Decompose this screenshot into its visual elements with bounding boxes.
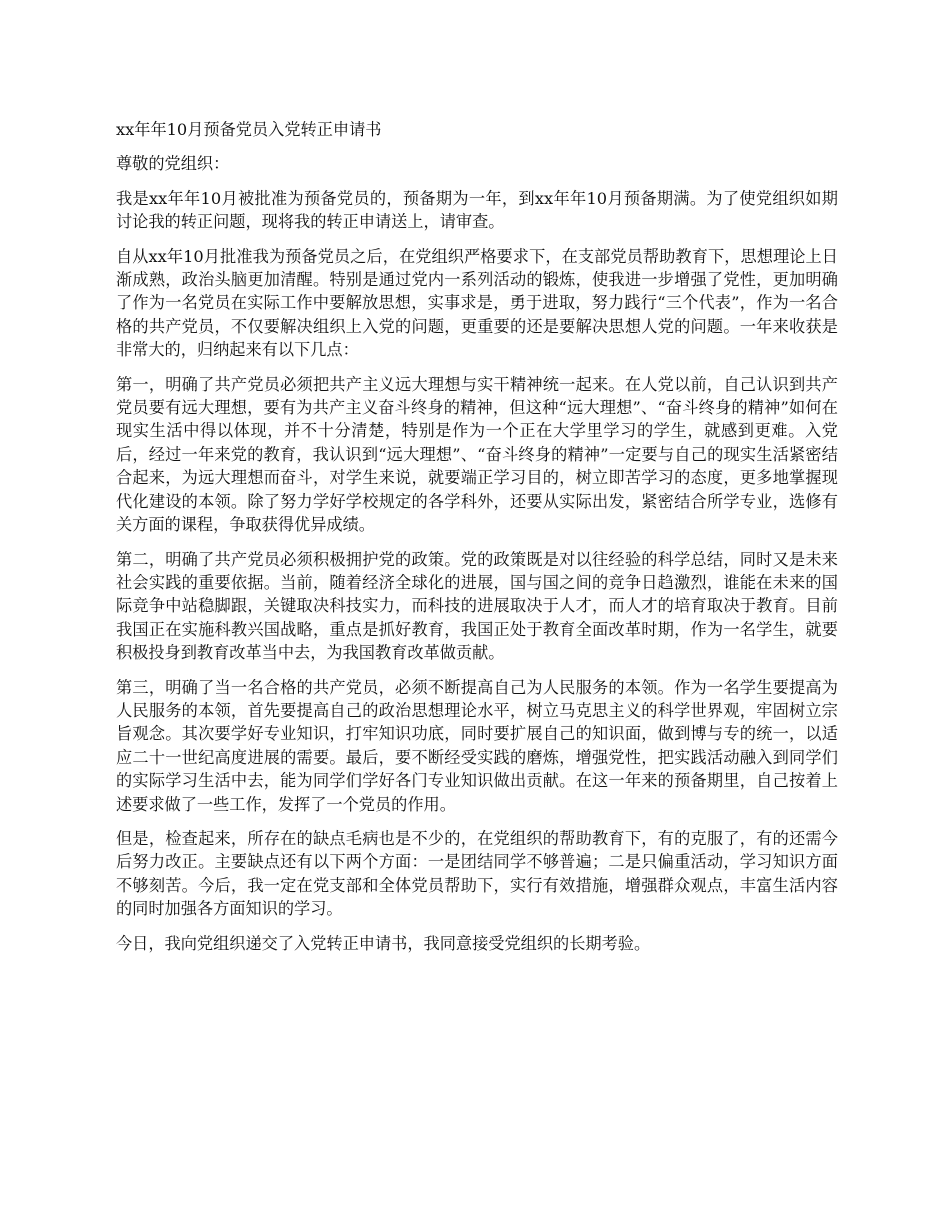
paragraph-closing: 今日，我向党组织递交了入党转正申请书，我同意接受党组织的长期考验。 — [116, 933, 651, 953]
paragraph-point-two: 第二，明确了共产党员必须积极拥护党的政策。党的政策既是对以往经验的科学总结，同时又是未来社会实践的重要依据。当前，随着经济全球化的进展，国与国之间的竞争日趋激烈，谁能在未来的国际竞争中站稳脚跟，关键取决科技实力，而科技的进展取决于人才，而人才的培育取决于教育。目前我国正在实施科教兴国战略，重点是抓好教育，我国正处于教育全面改革时期，作为一名学生，就要积极投身到教育改革当中去，为我国教育改革做贡献。 — [116, 549, 838, 663]
paragraph-application: 我是xx年年10月被批准为预备党员的，预备期为一年，到xx年年10月预备期满。为了使党组织如期讨论我的转正问题，现将我的转正申请送上，请审查。 — [116, 188, 838, 232]
salutation: 尊敬的党组织： — [116, 154, 230, 174]
paragraph-overview: 自从xx年10月批准我为预备党员之后，在党组织严格要求下，在支部党员帮助教育下，思想理论上日渐成熟，政治头脑更加清醒。特别是通过党内一系列活动的锻炼，使我进一步增强了党性，更加明确了作为一名党员在实际工作中要解放思想，实事求是，勇于进取，努力践行“三个代表”，作为一名合格的共产党员，不仅要解决组织上入党的问题，更重要的还是要解决思想人党的问题。一年来收获是非常大的，归纳起来有以下几点： — [116, 246, 838, 360]
paragraph-point-three: 第三，明确了当一名合格的共产党员，必须不断提高自己为人民服务的本领。作为一名学生要提高为人民服务的本领，首先要提高自己的政治思想理论水平，树立马克思主义的科学世界观，牢固树立宗旨观念。其次要学好专业知识，打牢知识功底，同时要扩展自己的知识面，做到博与专的统一，以适应二十一世纪高度进展的需要。最后，要不断经受实践的磨炼，增强党性，把实践活动融入到同学们的实际学习生活中去，能为同学们学好各门专业知识做出贡献。在这一年来的预备期里，自己按着上述要求做了一些工作，发挥了一个党员的作用。 — [116, 677, 838, 814]
document-page — [116, 118, 838, 966]
paragraph-point-one: 第一，明确了共产党员必须把共产主义远大理想与实干精神统一起来。在人党以前，自己认识到共产党员要有远大理想，要有为共产主义奋斗终身的精神，但这种“远大理想”、“奋斗终身的精神”如何在现实生活中得以体现，并不十分清楚，特别是作为一个正在大学里学习的学生，就感到更难。入党后，经过一年来党的教育，我认识到“远大理想”、“奋斗终身的精神”一定要与自己的现实生活紧密结合起来，为远大理想而奋斗，对学生来说，就要端正学习目的，树立即苦学习的态度，更多地掌握现代化建设的本领。除了努力学好学校规定的各学科外，还要从实际出发，紧密结合所学专业，选修有关方面的课程，争取获得优异成绩。 — [116, 374, 838, 535]
paragraph-shortcomings: 但是，检查起来，所存在的缺点毛病也是不少的，在党组织的帮助教育下，有的克服了，有的还需今后努力改正。主要缺点还有以下两个方面：一是团结同学不够普遍；二是只偏重活动，学习知识方面不够刻苦。今后，我一定在党支部和全体党员帮助下，实行有效措施，增强群众观点，丰富生活内容的同时加强各方面知识的学习。 — [116, 828, 838, 919]
document-title: xx年年10月预备党员入党转正申请书 — [116, 120, 382, 139]
